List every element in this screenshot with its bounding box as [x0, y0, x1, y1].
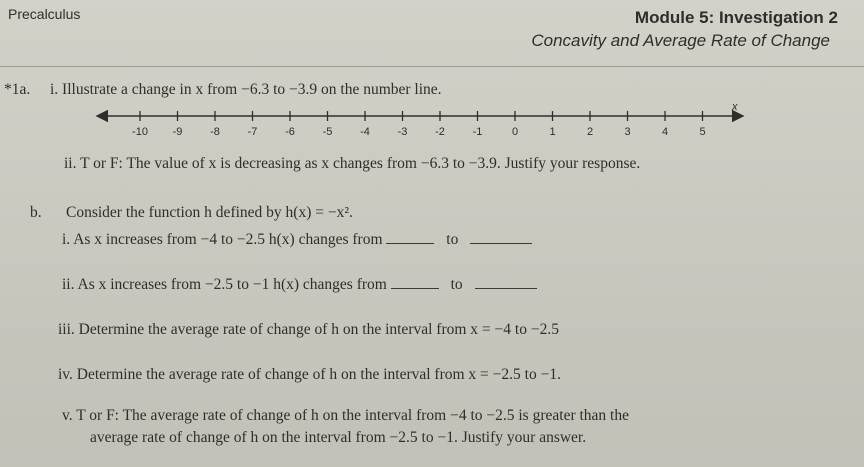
answer-blank-1b-i-to[interactable]: [470, 242, 532, 244]
number-line-tick-label: -9: [172, 126, 183, 138]
number-line-tick-label: 5: [699, 126, 706, 138]
question-1b-i: [62, 231, 532, 249]
header-divider: [0, 66, 864, 67]
question-1b-ii: [62, 276, 537, 294]
number-line-tick-label: -1: [472, 126, 483, 138]
investigation-subtitle: Concavity and Average Rate of Change: [531, 31, 830, 50]
number-line-tick-label: -3: [397, 126, 408, 138]
number-line-tick-label: -8: [210, 126, 220, 138]
question-1b-ii-text: ii. As x increases from −2.5 to −1 h(x) changes from: [62, 276, 387, 293]
course-title: Precalculus: [8, 6, 81, 22]
question-1b-intro: Consider the function h defined by h(x) = −x².: [66, 204, 353, 221]
answer-blank-1b-ii-to[interactable]: [475, 287, 537, 289]
question-1b-iii: iii. Determine the average rate of change of h on the interval from x = −4 to −2.5: [58, 321, 559, 338]
question-1a-i: i. Illustrate a change in x from −6.3 to −3.9 on the number line.: [50, 81, 442, 98]
module-title: Module 5: Investigation 2: [634, 8, 838, 27]
number-line-tick-label: -7: [247, 126, 258, 138]
number-line-tick-label: -5: [322, 126, 333, 138]
number-line-tick-label: 1: [549, 126, 556, 138]
number-line-tick-label: 4: [661, 126, 669, 138]
answer-blank-1b-ii-from[interactable]: [391, 287, 439, 289]
number-line-tick-label: -4: [360, 126, 370, 138]
question-1a-ii: ii. T or F: The value of x is decreasing as x changes from −6.3 to −3.9. Justify your response.: [64, 155, 641, 172]
number-line-tick-label: -6: [285, 126, 295, 138]
number-line-tick-label: -2: [435, 126, 445, 138]
number-line-tick-label: -10: [132, 126, 148, 138]
question-1b-v-line1: v. T or F: The average rate of change of h on the interval from −4 to −2.5 is greater than the: [62, 407, 629, 424]
number-line-axis-label: x: [732, 101, 738, 113]
question-1b-iv: iv. Determine the average rate of change of h on the interval from x = −2.5 to −1.: [58, 366, 561, 383]
number-line-tick-label: 2: [586, 126, 594, 138]
question-1b-label: b.: [30, 204, 42, 221]
question-1b-i-to: to: [446, 231, 459, 248]
question-marker: *1a.: [4, 81, 31, 98]
answer-blank-1b-i-from[interactable]: [386, 242, 434, 244]
number-line-tick-label: 3: [624, 126, 631, 138]
question-1b-i-text: i. As x increases from −4 to −2.5 h(x) changes from: [62, 231, 383, 248]
number-line[interactable]: [92, 100, 752, 142]
question-1b-v-line2: average rate of change of h on the interval from −2.5 to −1. Justify your answer.: [90, 429, 587, 446]
number-line-tick-label: 0: [511, 126, 519, 138]
question-1b-ii-to: to: [450, 276, 463, 293]
number-line-ticks: [132, 111, 706, 138]
